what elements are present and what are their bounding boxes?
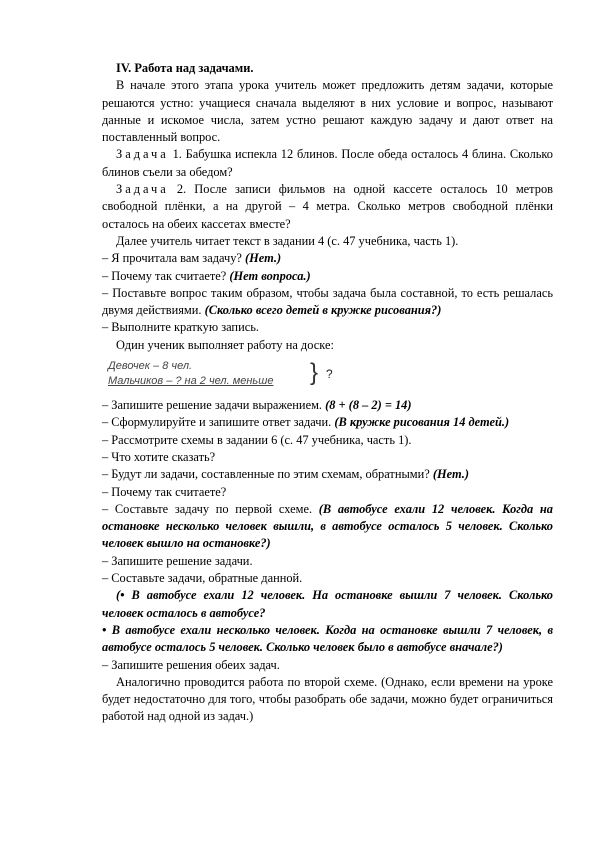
task-1-text: 1. Бабушка испекла 12 блинов. После обеда осталось 4 блина. Сколько блинов съели за обедом? bbox=[102, 147, 553, 179]
dialogue-1-question: – Я прочитала вам задачу? bbox=[102, 251, 246, 266]
dialogue-6-answer: (В кружке рисования 14 детей.) bbox=[334, 415, 510, 430]
teacher-reads-line: Далее учитель читает текст в задании 4 (с. 47 учебника, часть 1). bbox=[116, 233, 459, 248]
dialogue-13: – Составьте задачи, обратные данной. bbox=[102, 571, 303, 586]
task-2-label: Задача bbox=[116, 182, 169, 197]
dialogue-11 bbox=[102, 501, 553, 553]
dialogue-9-question: – Будут ли задачи, составленные по этим схемам, обратными? bbox=[102, 467, 433, 482]
inverse-task-2-text: В автобусе ехали несколько человек. Когда на остановке вышли 7 человек, в автобусе осталось 5 человек. Сколько человек было в автобусе вначале?) bbox=[102, 622, 554, 655]
task-1 bbox=[102, 146, 553, 181]
task-2 bbox=[102, 181, 553, 233]
scheme-question-mark: ? bbox=[326, 367, 333, 382]
scheme-brace: } bbox=[310, 359, 319, 387]
lesson-text bbox=[102, 60, 553, 726]
dialogue-9-answer: (Нет.) bbox=[432, 467, 469, 482]
dialogue-12: – Запишите решение задачи. bbox=[102, 553, 253, 568]
dialogue-7: – Рассмотрите схемы в задании 6 (с. 47 учебника, часть 1). bbox=[102, 432, 412, 447]
inverse-task-2 bbox=[102, 622, 553, 657]
dialogue-5-question: – Запишите решение задачи выражением. bbox=[102, 398, 326, 413]
short-record-scheme bbox=[102, 356, 553, 394]
dialogue-11-answer: (В автобусе ехали 12 человек. Когда на остановке несколько человек вышли, в автобусе осталось 5 человек. Сколько человек вышло на остановке?) bbox=[102, 501, 553, 551]
dialogue-1 bbox=[102, 250, 553, 267]
scheme-boys-line: Мальчиков – ? на 2 чел. меньше bbox=[108, 375, 274, 388]
inverse-task-1 bbox=[102, 587, 553, 622]
closing-paragraph: Аналогично проводится работа по второй схеме. (Однако, если времени на уроке будет недостаточно для того, чтобы разобрать обе задачи, можно будет ограничиться работой над одной из задач.) bbox=[102, 674, 553, 724]
dialogue-11-question: – Составьте задачу по первой схеме. bbox=[102, 501, 319, 516]
dialogue-6-question: – Сформулируйте и запишите ответ задачи. bbox=[102, 415, 335, 430]
dialogue-10: – Почему так считаете? bbox=[102, 484, 227, 499]
section-heading: IV. Работа над задачами. bbox=[116, 61, 254, 75]
dialogue-14: – Запишите решения обеих задач. bbox=[102, 657, 280, 672]
bullet-icon: • bbox=[120, 588, 132, 603]
dialogue-6 bbox=[102, 414, 553, 431]
inverse-open-paren: ( bbox=[116, 588, 121, 603]
dialogue-1-answer: (Нет.) bbox=[245, 251, 282, 266]
task-1-label: Задача bbox=[116, 147, 169, 162]
dialogue-5 bbox=[102, 397, 553, 414]
dialogue-2-question: – Почему так считаете? bbox=[102, 268, 230, 283]
dialogue-8: – Что хотите сказать? bbox=[102, 449, 216, 464]
dialogue-3 bbox=[102, 285, 553, 320]
dialogue-3-answer: (Сколько всего детей в кружке рисования?) bbox=[204, 303, 442, 318]
bullet-icon: • bbox=[102, 622, 112, 637]
inverse-task-1-text: В автобусе ехали 12 человек. На остановке вышли 7 человек. Сколько человек осталось в автобусе? bbox=[102, 588, 553, 620]
scheme-girls-line: Девочек – 8 чел. bbox=[108, 360, 193, 373]
task-2-text: 2. После записи фильмов на одной кассете осталось 10 метров свободной плёнки, а на другой – 4 метра. Сколько метров свободной плёнки осталось на обеих кассетах вместе? bbox=[102, 182, 553, 231]
intro-paragraph: В начале этого этапа урока учитель может предложить детям задачи, которые решаются устно: учащиеся сначала выделяют в них условие и вопрос, называют данные и искомое числа, затем устно решают каждую задачу и дают ответ на поставленный вопрос. bbox=[102, 78, 553, 145]
dialogue-9 bbox=[102, 466, 553, 483]
dialogue-4: – Выполните краткую запись. bbox=[102, 320, 259, 335]
dialogue-2 bbox=[102, 268, 553, 285]
dialogue-5-answer: (8 + (8 – 2) = 14) bbox=[325, 398, 412, 413]
dialogue-3-question: – Поставьте вопрос таким образом, чтобы задача была составной, то есть решалась двумя действиями. bbox=[102, 285, 553, 318]
board-line: Один ученик выполняет работу на доске: bbox=[116, 337, 334, 352]
dialogue-2-answer: (Нет вопроса.) bbox=[229, 268, 311, 283]
